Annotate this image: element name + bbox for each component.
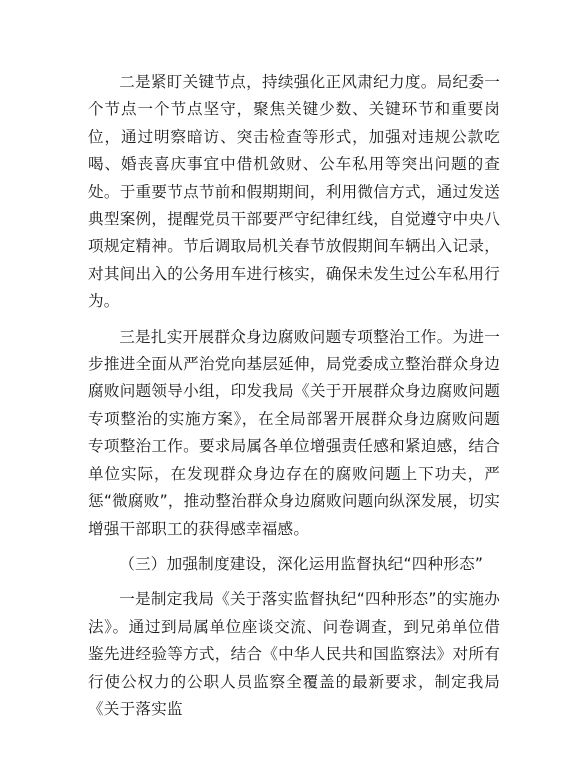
- section-heading: （三）加强制度建设，深化运用监督执纪“四种形态”: [119, 554, 484, 573]
- paragraph-special-rectification: 三是扎实开展群众身边腐败问题专项整治工作。为进一步推进全面从严治党向基层延伸，局党委成立整治群众身边腐败问题领导小组，印发我局《关于开展群众身边腐败问题专项整治的实施方案》，在全局部署开展群众身边腐败问题专项整治工作。要求局属各单位增强责任感和紧迫感，结合单位实际，在发现群众身边存在的腐败问题上下功夫，严惩“微腐败”，推动整治群众身边腐败问题向纵深发展，切实增强干部职工的获得感幸福感。: [88, 327, 500, 538]
- paragraph-key-nodes: 二是紧盯关键节点，持续强化正风肃纪力度。局纪委一个节点一个节点坚守，聚焦关键少数、关键环节和重要岗位，通过明察暗访、突击检查等形式，加强对违规公款吃喝、婚丧喜庆事宜中借机敛财、公车私用等突出问题的查处。于重要节点节前和假期期间，利用微信方式，通过发送典型案例，提醒党员干部要严守纪律红线，自觉遵守中央八项规定精神。节后调取局机关春节放假期间车辆出入记录，对其间出入的公务用车进行核实，确保未发生过公车私用行为。: [88, 73, 500, 311]
- document-body: [88, 69, 500, 723]
- paragraph-implementation-measures: 一是制定我局《关于落实监督执纪“四种形态”的实施办法》。通过到局属单位座谈交流、问卷调查，到兄弟单位借鉴先进经验等方式，结合《中华人民共和国监察法》对所有行使公权力的公职人员监察全覆盖的最新要求，制定我局《关于落实监: [88, 590, 500, 718]
